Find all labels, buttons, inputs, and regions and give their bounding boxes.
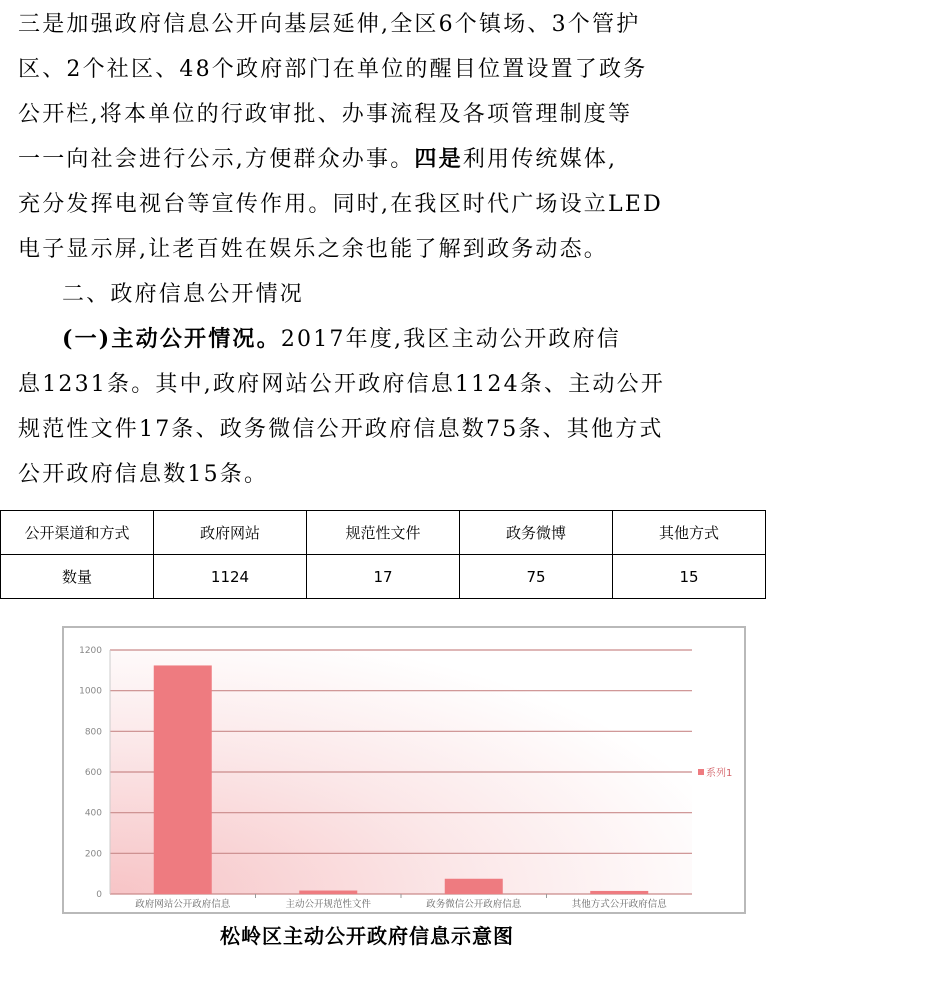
text-line: 电子显示屏,让老百姓在娱乐之余也能了解到政务动态。 [18,237,608,262]
bar [299,891,357,894]
y-tick-label: 200 [84,849,102,860]
text-span: 一一向社会进行公示,方便群众办事。 [18,147,415,172]
text-line: 公开栏,将本单位的行政审批、办事流程及各项管理制度等 [18,102,633,127]
bar-chart-svg [64,628,744,912]
text-line: 规范性文件17条、政务微信公开政府信息数75条、其他方式 [18,417,664,442]
table-cell: 公开渠道和方式 [1,511,154,555]
y-tick-label: 1200 [79,646,102,656]
table-row [1,555,766,599]
table-cell: 75 [460,555,613,599]
text-line: 区、2个社区、48个政府部门在单位的醒目位置设置了政务 [18,57,648,82]
bar-chart [62,626,746,914]
chart-caption: 松岭区主动公开政府信息示意图 [220,924,514,948]
x-tick-label: 政务微信公开政府信息 [426,899,522,910]
bold-marker: 四是 [414,146,463,172]
text-line [18,317,738,362]
x-tick-label: 主动公开规范性文件 [285,899,372,910]
table-cell: 规范性文件 [307,511,460,555]
text-line: 充分发挥电视台等宣传作用。同时,在我区时代广场设立LED [18,192,663,217]
table-cell: 政务微博 [460,511,613,555]
bar [590,891,648,894]
table-cell: 17 [307,555,460,599]
text-line [18,137,738,182]
y-tick-label: 0 [96,890,102,900]
table-cell: 数量 [1,555,154,599]
table-cell: 政府网站 [154,511,307,555]
bar [445,879,503,894]
table-cell: 1124 [154,555,307,599]
text-line: 三是加强政府信息公开向基层延伸,全区6个镇场、3个管护 [18,12,641,37]
disclosure-table [0,510,766,599]
table-cell: 其他方式 [613,511,766,555]
text-line: 公开政府信息数15条。 [18,462,269,487]
text-span: 利用传统媒体, [462,147,618,172]
section-heading: 二、政府信息公开情况 [62,282,305,307]
table-cell: 15 [613,555,766,599]
table-header-row [1,511,766,555]
bar [154,665,212,894]
y-tick-label: 1000 [79,686,102,697]
text-span: 2017年度,我区主动公开政府信 [280,327,622,352]
legend-label: 系列1 [706,768,733,779]
subsection-heading: (一)主动公开情况。 [62,326,281,352]
x-tick-label: 政府网站公开政府信息 [135,899,231,910]
y-tick-label: 400 [84,808,102,819]
legend-swatch [698,769,704,775]
y-tick-label: 800 [84,727,102,738]
text-line: 息1231条。其中,政府网站公开政府信息1124条、主动公开 [18,372,665,397]
x-tick-label: 其他方式公开政府信息 [571,899,667,910]
paragraph-basic-level [18,2,738,497]
y-tick-label: 600 [84,768,102,778]
